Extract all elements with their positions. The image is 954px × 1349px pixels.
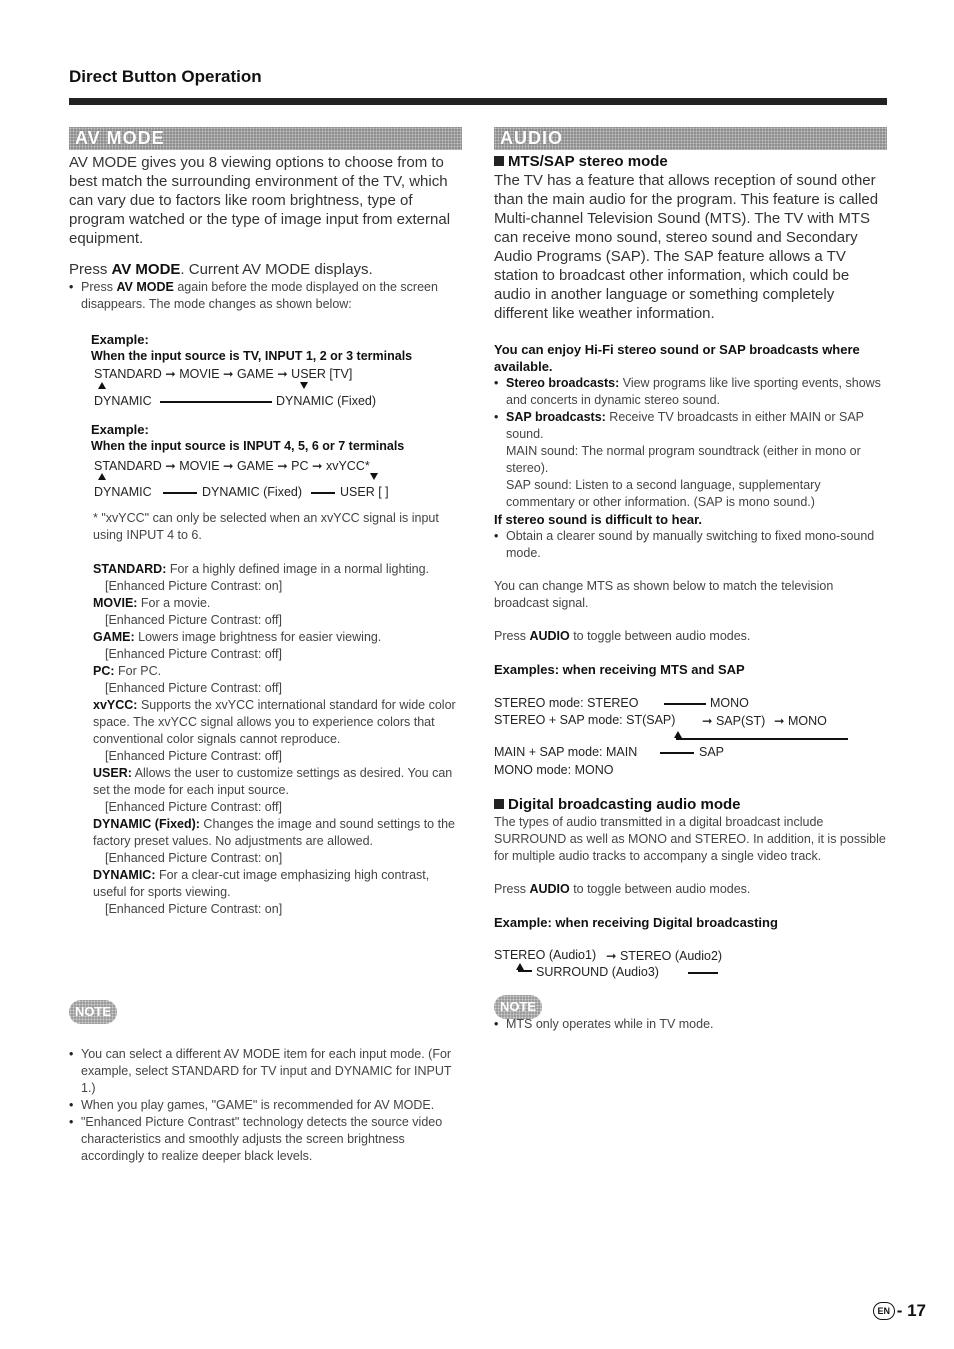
ex-value: STEREO (Audio2)	[619, 949, 723, 963]
av-mode-column	[69, 153, 461, 313]
mode-name: PC:	[93, 664, 115, 678]
press-suffix: to toggle between audio modes.	[569, 882, 751, 896]
press-key: AUDIO	[529, 629, 570, 643]
ex-label: STEREO mode:	[494, 696, 588, 710]
mode-item	[93, 765, 463, 816]
mode-name: STANDARD:	[93, 562, 167, 576]
mode-item	[93, 629, 463, 663]
example-1-flow-dynamic-fixed: DYNAMIC (Fixed)	[276, 394, 377, 408]
sap-desc: Receive TV broadcasts in either MAIN or SAP sound.	[506, 410, 864, 441]
example-2-flow-dynamic-fixed: DYNAMIC (Fixed)	[202, 485, 303, 499]
stereo-desc: View programs like live sporting events, shows and concerts in dynamic stereo sound.	[506, 376, 881, 407]
mode-name: DYNAMIC (Fixed):	[93, 817, 200, 831]
av-mode-section-bar	[69, 127, 462, 150]
press-audio-2	[494, 881, 888, 898]
difficult-heading: If stereo sound is difficult to hear.	[494, 512, 703, 527]
ex-value: ST(SAP)	[626, 713, 676, 727]
hifi-heading: You can enjoy Hi-Fi stereo sound or SAP broadcasts where available.	[494, 342, 860, 374]
example-1-flow-dynamic: DYNAMIC	[94, 394, 152, 408]
mode-item	[93, 697, 463, 765]
ex-value: SAP(ST)	[715, 714, 766, 728]
example-2-flow-user: USER [ ]	[340, 485, 389, 499]
ex-sap-row	[494, 713, 675, 727]
sap-broadcasts	[494, 409, 888, 443]
press-prefix: Press	[494, 882, 530, 896]
av-mode-bullet	[69, 279, 461, 313]
flow-line	[664, 703, 706, 705]
flow-line	[660, 752, 694, 754]
press-suffix: . Current AV MODE displays.	[180, 261, 373, 278]
av-mode-press-line	[69, 260, 461, 279]
mts-heading: MTS/SAP stereo mode	[494, 153, 888, 171]
mode-desc: For a movie.	[137, 596, 211, 610]
example-2-heading: When the input source is INPUT 4, 5, 6 or 7 terminals	[91, 439, 405, 453]
mode-list	[93, 561, 463, 918]
arrow-down-icon	[300, 382, 308, 389]
mode-name: USER:	[93, 766, 132, 780]
note-icon: NOTE	[494, 995, 542, 1019]
flow-line	[311, 492, 335, 494]
bullet-suffix: again before the mode displayed on the screen disappears. The mode changes as shown below:	[81, 280, 438, 311]
arrow-down-icon	[370, 473, 378, 480]
av-mode-section-label: AV MODE	[75, 128, 165, 148]
mode-contrast: [Enhanced Picture Contrast: on]	[105, 902, 283, 916]
mode-item	[93, 561, 463, 595]
example-1-flow-row1: STANDARD ➞ MOVIE ➞ GAME ➞ USER [TV]	[94, 367, 353, 381]
mode-contrast: [Enhanced Picture Contrast: off]	[105, 800, 282, 814]
arrow-up-icon	[516, 963, 524, 970]
sap-sound: SAP sound: Listen to a second language, supplementary commentary or other information. (SAP is mono sound.)	[506, 478, 821, 509]
ex-mono-row: MONO mode: MONO	[494, 763, 614, 777]
example-2-label: Example:	[91, 422, 149, 437]
mode-desc: For a highly defined image in a normal lighting.	[166, 562, 430, 576]
sap-name: SAP broadcasts:	[506, 410, 606, 424]
mode-desc: Supports the xvYCC international standard for wide color space. The xvYCC signal allows you to experience colors that conventional color signals cannot reproduce.	[93, 698, 456, 746]
mode-contrast: [Enhanced Picture Contrast: off]	[105, 749, 282, 763]
mode-contrast: [Enhanced Picture Contrast: on]	[105, 579, 283, 593]
mts-intro: The TV has a feature that allows reception of sound other than the main audio for the program. This feature is called Multi-channel Television Sound (MTS). The TV with MTS can receive mono sound, stereo sound and Secondary Audio Programs (SAP). The SAP feature allows a TV station to broadcast other information, which could be audio in another language or something completely different like weather information.	[494, 172, 879, 322]
ex-stereo-row	[494, 696, 639, 710]
ex-main-row	[494, 745, 637, 759]
press-key: AV MODE	[111, 261, 181, 278]
av-mode-intro: AV MODE gives you 8 viewing options to choose from to best match the surrounding environment of the TV, which can vary due to factors like room brightness, type of program watched or the type of image input from external equipment.	[69, 154, 451, 247]
bullet-prefix: Press	[81, 280, 117, 294]
flow-line	[518, 970, 532, 972]
arrow-up-icon	[98, 382, 106, 389]
mode-desc: For PC.	[114, 664, 162, 678]
note-item: • "Enhanced Picture Contrast" technology detects the source video characteristics and smoothly adjusts the screen brightness accordingly to realize deeper black levels.	[69, 1114, 463, 1165]
change-mts: You can change MTS as shown below to match the television broadcast signal.	[494, 579, 834, 610]
note-icon: NOTE	[69, 1000, 117, 1024]
flow-line	[160, 401, 272, 403]
arrow-up-icon	[674, 731, 682, 738]
digital-block	[494, 796, 888, 931]
mode-desc: Changes the image and sound settings to the factory preset values. No adjustments are allowed.	[93, 817, 455, 848]
mode-item	[93, 663, 463, 697]
ex-label: STEREO + SAP mode:	[494, 713, 627, 727]
digital-example-heading: Example: when receiving Digital broadcasting	[494, 915, 778, 930]
mode-contrast: [Enhanced Picture Contrast: on]	[105, 851, 283, 865]
ex-value: MAIN	[605, 745, 638, 759]
ex-value: STEREO	[587, 696, 639, 710]
note-item: • MTS only operates while in TV mode.	[494, 1016, 888, 1033]
arrow-up-icon	[98, 473, 106, 480]
ex-label: MAIN + SAP mode:	[494, 745, 606, 759]
lang-badge: EN	[873, 1302, 895, 1320]
mode-contrast: [Enhanced Picture Contrast: off]	[105, 647, 282, 661]
bullet-key: AV MODE	[116, 280, 174, 294]
mode-name: xvYCC:	[93, 698, 138, 712]
dig-a: STEREO (Audio1)	[494, 948, 597, 962]
title-rule	[69, 98, 887, 105]
av-mode-notes	[69, 1046, 463, 1165]
example-2	[91, 421, 471, 455]
press-prefix: Press	[494, 629, 530, 643]
mode-desc: Lowers image brightness for easier viewing.	[134, 630, 382, 644]
mode-desc: For a clear-cut image emphasizing high contrast, useful for sports viewing.	[93, 868, 430, 899]
press-prefix: Press	[69, 261, 112, 278]
difficult-bullet: • Obtain a clearer sound by manually switching to fixed mono-sound mode.	[494, 528, 888, 562]
note-item: • You can select a different AV MODE item for each input mode. (For example, select STANDARD for TV input and DYNAMIC for INPUT 1.)	[69, 1046, 463, 1097]
dig-b: ➞ STEREO (Audio2)	[606, 949, 723, 963]
ex-sap-end: ➞ MONO	[774, 714, 827, 728]
main-sound: MAIN sound: The normal program soundtrack (either in mono or stereo).	[506, 444, 861, 475]
mode-contrast: [Enhanced Picture Contrast: off]	[105, 681, 282, 695]
mode-item	[93, 595, 463, 629]
ex-stereo-mono: MONO	[710, 696, 749, 710]
page-title: Direct Button Operation	[69, 67, 262, 86]
press-suffix: to toggle between audio modes.	[569, 629, 751, 643]
mode-name: DYNAMIC:	[93, 868, 156, 882]
stereo-name: Stereo broadcasts:	[506, 376, 620, 390]
flow-line	[676, 738, 848, 740]
press-audio-1	[494, 628, 888, 645]
audio-section-label: AUDIO	[500, 128, 563, 148]
example-2-flow-row1: STANDARD ➞ MOVIE ➞ GAME ➞ PC ➞ xvYCC*	[94, 459, 370, 473]
footnote-block	[93, 510, 463, 544]
ex-value: MONO	[787, 714, 827, 728]
ex-sap-mid: ➞ SAP(ST)	[702, 714, 766, 728]
digital-intro: The types of audio transmitted in a digital broadcast include SURROUND as well as MONO and STEREO. In addition, it is possible for multiple audio tracks to accompany a single video track.	[494, 815, 886, 863]
audio-column	[494, 153, 888, 678]
note-item: • When you play games, "GAME" is recommended for AV MODE.	[69, 1097, 463, 1114]
dig-c: SURROUND (Audio3)	[536, 965, 659, 979]
mode-name: MOVIE:	[93, 596, 138, 610]
digital-heading: Digital broadcasting audio mode	[494, 796, 888, 814]
page-number-text: - 17	[896, 1301, 926, 1320]
flow-line	[688, 972, 718, 974]
mode-contrast: [Enhanced Picture Contrast: off]	[105, 613, 282, 627]
example-2-flow-dynamic: DYNAMIC	[94, 485, 152, 499]
mode-item	[93, 816, 463, 867]
xvycc-footnote: * "xvYCC" can only be selected when an xvYCC signal is input using INPUT 4 to 6.	[93, 511, 439, 542]
example-1-label: Example:	[91, 332, 149, 347]
flow-line	[163, 492, 197, 494]
mode-desc: Allows the user to customize settings as desired. You can set the mode for each input source.	[93, 766, 453, 797]
page-number	[873, 1301, 926, 1321]
press-key: AUDIO	[529, 882, 570, 896]
audio-notes	[494, 1016, 888, 1033]
audio-section-bar	[494, 127, 887, 150]
mode-name: GAME:	[93, 630, 135, 644]
stereo-broadcasts	[494, 375, 888, 409]
examples-heading: Examples: when receiving MTS and SAP	[494, 662, 745, 677]
example-1	[91, 331, 463, 365]
ex-main-sap: SAP	[699, 745, 725, 759]
example-1-heading: When the input source is TV, INPUT 1, 2 or 3 terminals	[91, 349, 413, 363]
mode-item	[93, 867, 463, 918]
